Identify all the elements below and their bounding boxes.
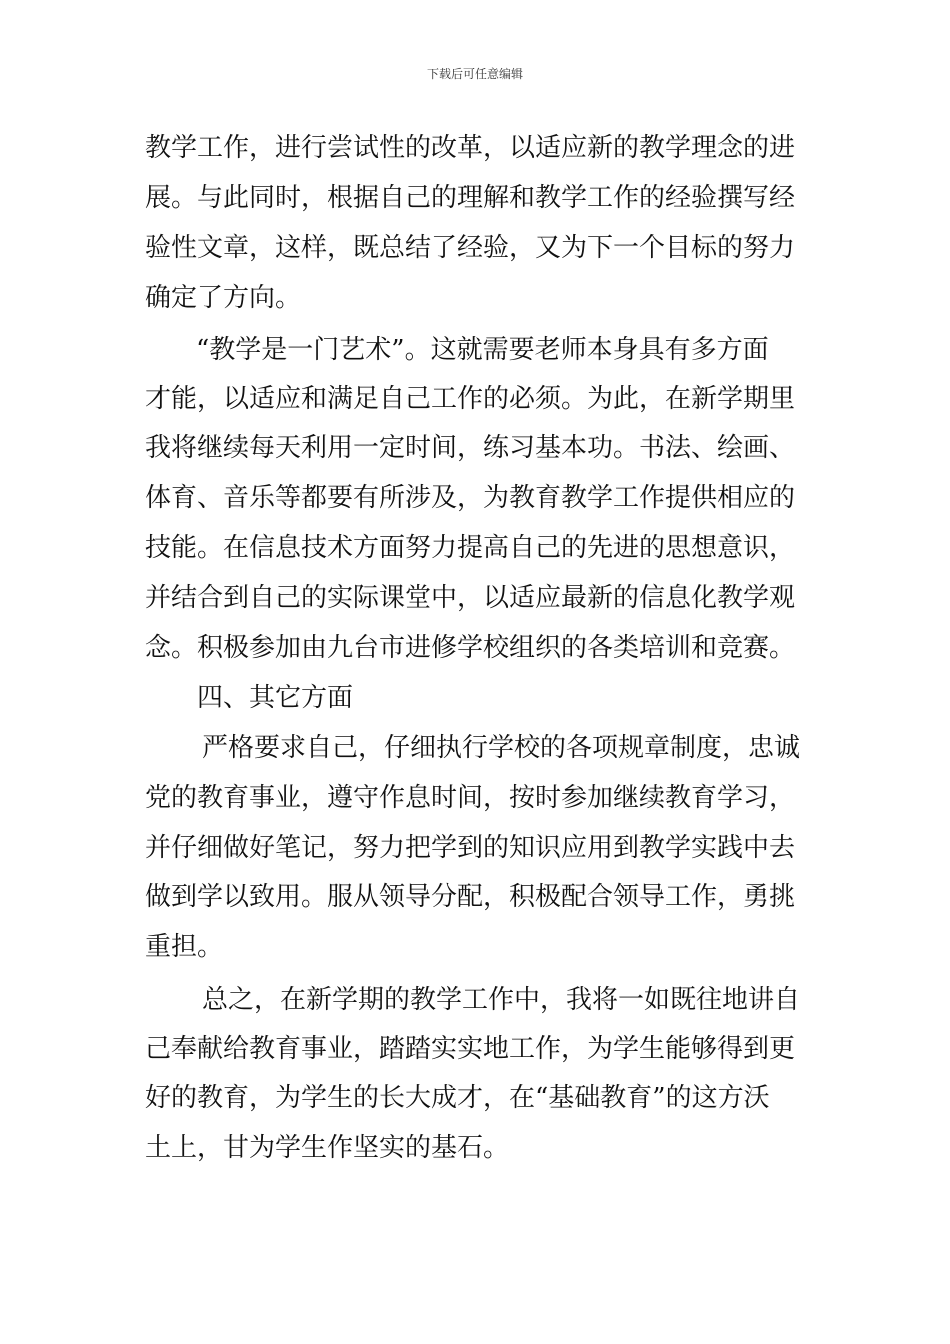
text-line: “教学是一门艺术”。这就需要老师本身具有多方面 (196, 335, 769, 365)
page-header-note: 下载后可任意编辑 (426, 67, 523, 81)
text-line: 我将继续每天利用一定时间，练习基本功。书法、绘画、 (145, 433, 796, 463)
text-line: 体育、音乐等都要有所涉及，为教育教学工作提供相应的 (145, 483, 796, 513)
text-line: 土上，甘为学生作坚实的基石。 (145, 1133, 510, 1163)
text-line: 好的教育，为学生的长大成才，在“基础教育”的这方沃 (145, 1083, 770, 1113)
text-line: 并仔细做好笔记，努力把学到的知识应用到教学实践中去 (145, 833, 796, 863)
text-line: 总之，在新学期的教学工作中，我将一如既往地讲自 (202, 985, 801, 1015)
text-line: 党的教育事业，遵守作息时间，按时参加继续教育学习， (145, 783, 796, 813)
text-line: 严格要求自己，仔细执行学校的各项规章制度，忠诚 (202, 733, 801, 763)
text-line: 重担。 (145, 932, 224, 962)
text-line: 并结合到自己的实际课堂中，以适应最新的信息化教学观 (145, 583, 796, 613)
text-line: 教学工作，进行尝试性的改革，以适应新的教学理念的进 (145, 133, 796, 163)
text-line: 展。与此同时，根据自己的理解和教学工作的经验撰写经 (145, 183, 796, 213)
text-line: 己奉献给教育事业，踏踏实实地工作，为学生能够得到更 (145, 1034, 796, 1064)
text-line: 确定了方向。 (145, 283, 302, 313)
text-line: 技能。在信息技术方面努力提高自己的先进的思想意识， (145, 533, 796, 563)
section-heading: 四、其它方面 (197, 683, 354, 713)
text-line: 才能，以适应和满足自己工作的必须。为此，在新学期里 (145, 384, 796, 414)
text-line: 做到学以致用。服从领导分配，积极配合领导工作，勇挑 (145, 882, 796, 912)
text-line: 验性文章，这样，既总结了经验，又为下一个目标的努力 (145, 233, 796, 263)
text-line: 念。积极参加由九台市进修学校组织的各类培训和竞赛。 (145, 633, 796, 663)
